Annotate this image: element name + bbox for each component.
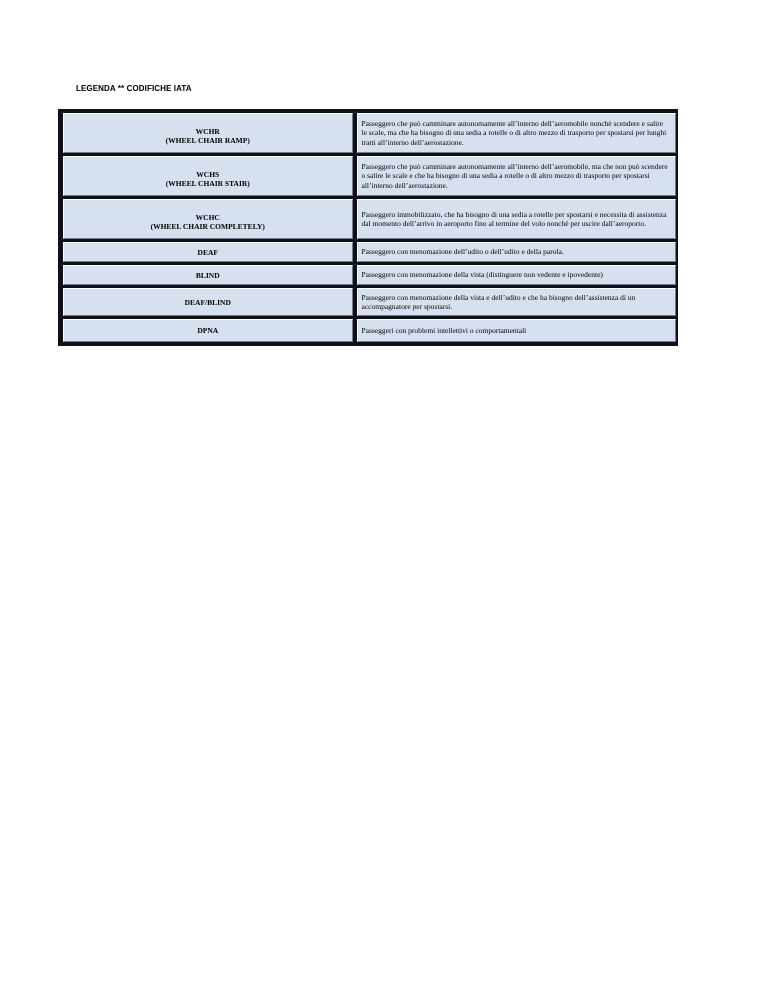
- page-title: LEGENDA ** CODIFICHE IATA: [76, 84, 192, 93]
- code-label: BLIND: [195, 270, 220, 280]
- code-label: WCHR: [195, 127, 220, 136]
- code-name: (WHEEL CHAIR COMPLETELY): [150, 222, 265, 231]
- description-cell: [357, 156, 676, 196]
- description-cell: [357, 242, 676, 262]
- description-text: Passeggero che può camminare autonomamente all’interno dell’aeromobile, ma che non può scendere o salire le scale e che ha bisogno di una sedia a rotelle o di altro mezzo di trasporto per spostarsi all’interno dell’aerostazione.: [361, 162, 668, 190]
- code-cell: [63, 242, 353, 262]
- table-row-blind: [61, 265, 676, 285]
- code-label: DPNA: [197, 326, 219, 335]
- code-label: WCHC: [195, 213, 220, 222]
- code-name: (WHEEL CHAIR STAIR): [165, 179, 250, 188]
- description-cell: [357, 288, 676, 316]
- code-label: DEAF/BLIND: [184, 297, 231, 307]
- code-label: WCHS: [196, 170, 220, 179]
- table-row-deaf-blind: [61, 288, 676, 316]
- code-label: DEAF: [197, 247, 218, 257]
- description-text: Passeggero che può camminare autonomamente all’interno dell’aeromobile nonchè scendere e salire le scale, ma che ha bisogno di una sedia a rotelle o di altro mezzo di trasporto per spostarsi per lunghi tratti all’interno dell’aerostazione.: [361, 119, 667, 147]
- code-cell: [63, 319, 353, 342]
- table-row-wchr: [61, 113, 676, 153]
- description-cell: [357, 199, 676, 239]
- code-cell: [63, 199, 353, 239]
- iata-codes-table: [58, 109, 678, 346]
- code-cell: [63, 156, 353, 196]
- code-cell: [63, 288, 353, 316]
- code-cell: [63, 265, 353, 285]
- description-cell: [357, 319, 676, 342]
- description-text: Passeggero con menomazione della vista e dell’udito e che ha bisogno dell’assistenza di un accompagnatore per spostarsi.: [361, 292, 636, 311]
- table-row-dpna: [61, 319, 676, 342]
- table-row-wchs: [61, 156, 676, 196]
- table-row-wchc: [61, 199, 676, 239]
- description-text: Passeggero con menomazione della vista (distinguere non vedente e ipovedente): [361, 270, 603, 280]
- code-cell: [63, 113, 353, 153]
- table-row-deaf: [61, 242, 676, 262]
- description-cell: [357, 265, 676, 285]
- description-cell: [357, 113, 676, 153]
- description-text: Passeggero immobilizzato, che ha bisogno di una sedia a rotelle per spostarsi e necessita di assistenza dal momento dell’arrivo in aeroporto fino al termine del volo nonchè per uscire dall’aeroporto.: [361, 209, 667, 228]
- code-name: (WHEEL CHAIR RAMP): [165, 136, 250, 145]
- description-text: Passeggeri con problemi intellettivi o comportamentali: [361, 325, 527, 335]
- description-text: Passeggero con menomazione dell’udito o dell’udito e della parola.: [361, 247, 564, 257]
